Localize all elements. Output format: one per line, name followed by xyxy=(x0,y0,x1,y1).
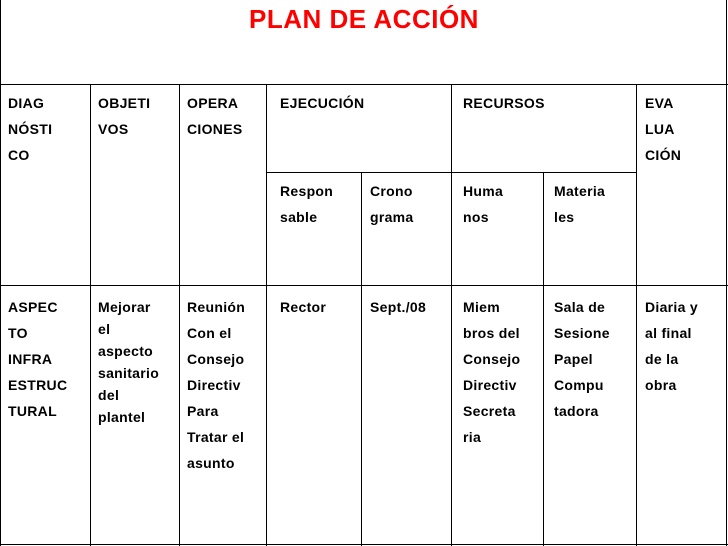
page-title: PLAN DE ACCIÓN xyxy=(249,4,479,34)
grid-line xyxy=(266,84,267,546)
grid-line xyxy=(451,84,452,546)
header-cronograma: Crono grama xyxy=(370,183,414,225)
grid-line xyxy=(179,84,180,546)
cell-humanos: Miem bros del Consejo Directiv Secreta ria xyxy=(463,299,521,445)
cell-objetivos: Mejorar el aspecto sanitario del plantel xyxy=(98,299,160,425)
grid-line xyxy=(0,0,1,546)
header-diagnostico: DIAG NÓSTI CO xyxy=(8,95,53,163)
header-evaluacion: EVA LUA CIÓN xyxy=(645,95,682,163)
header-humanos: Huma nos xyxy=(463,183,504,225)
grid-line xyxy=(543,172,544,546)
grid-line xyxy=(0,84,728,85)
grid-line xyxy=(0,285,728,286)
cell-cronograma: Sept./08 xyxy=(370,299,427,315)
header-ejecucion: EJECUCIÓN xyxy=(280,95,365,111)
header-objetivos: OBJETI VOS xyxy=(98,95,151,137)
grid-line xyxy=(726,0,727,546)
cell-diagnostico: ASPEC TO INFRA ESTRUC TURAL xyxy=(8,299,68,419)
grid-line xyxy=(90,84,91,546)
cell-evaluacion: Diaria y al final de la obra xyxy=(645,299,698,393)
grid-line xyxy=(0,544,728,545)
header-materiales: Materia les xyxy=(554,183,606,225)
grid-line xyxy=(361,172,362,546)
header-responsable: Respon sable xyxy=(280,183,334,225)
header-recursos: RECURSOS xyxy=(463,95,545,111)
cell-materiales: Sala de Sesione Papel Compu tadora xyxy=(554,299,610,419)
header-operaciones: OPERA CIONES xyxy=(187,95,243,137)
grid-line xyxy=(636,84,637,546)
cell-operaciones: Reunión Con el Consejo Directiv Para Tratar el asunto xyxy=(187,299,246,471)
cell-responsable: Rector xyxy=(280,299,327,315)
